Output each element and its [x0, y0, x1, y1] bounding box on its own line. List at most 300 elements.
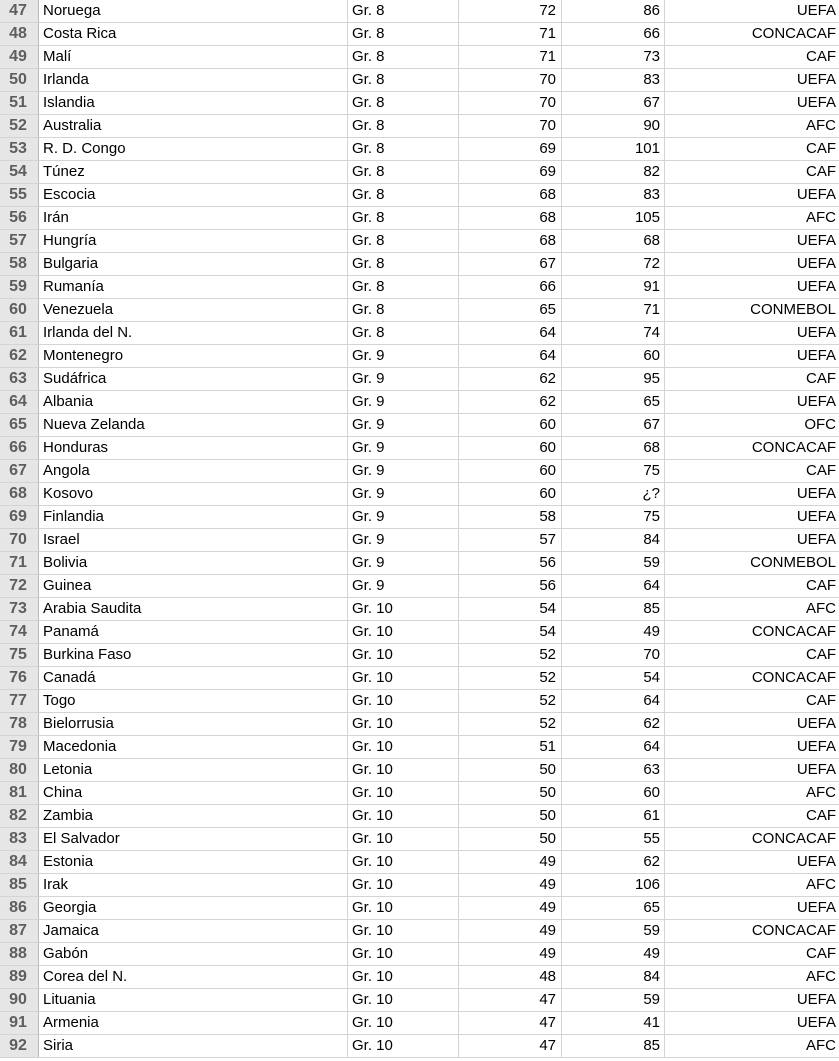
cell-group[interactable]: Gr. 8	[348, 46, 459, 68]
cell-value-1[interactable]: 47	[459, 1035, 562, 1057]
cell-country[interactable]: Jamaica	[39, 920, 348, 942]
cell-value-1[interactable]: 49	[459, 897, 562, 919]
cell-group[interactable]: Gr. 10	[348, 828, 459, 850]
row-header[interactable]: 92	[0, 1035, 39, 1057]
cell-country[interactable]: Gabón	[39, 943, 348, 965]
cell-confederation[interactable]: AFC	[806, 784, 836, 801]
cell-value-1[interactable]: 47	[459, 1012, 562, 1034]
row-header[interactable]: 76	[0, 667, 39, 689]
cell-value-2[interactable]: 67	[562, 92, 665, 114]
cell-country[interactable]: Australia	[39, 115, 348, 137]
cell-value-1[interactable]: 69	[459, 138, 562, 160]
cell-country[interactable]: El Salvador	[39, 828, 348, 850]
row-header[interactable]: 86	[0, 897, 39, 919]
cell-country[interactable]: Albania	[39, 391, 348, 413]
cell-country[interactable]: Costa Rica	[39, 23, 348, 45]
cell-group[interactable]: Gr. 9	[348, 368, 459, 390]
cell-value-1[interactable]: 54	[459, 598, 562, 620]
cell-group[interactable]: Gr. 10	[348, 805, 459, 827]
row-header[interactable]: 89	[0, 966, 39, 988]
cell-country[interactable]: Malí	[39, 46, 348, 68]
cell-value-2[interactable]: 59	[562, 989, 665, 1011]
row-header[interactable]: 73	[0, 598, 39, 620]
cell-group[interactable]: Gr. 10	[348, 759, 459, 781]
row-header[interactable]: 78	[0, 713, 39, 735]
cell-value-1[interactable]: 70	[459, 115, 562, 137]
cell-value-2[interactable]: 62	[562, 851, 665, 873]
cell-value-2[interactable]: 62	[562, 713, 665, 735]
row-header[interactable]: 90	[0, 989, 39, 1011]
cell-value-1[interactable]: 47	[459, 989, 562, 1011]
cell-value-2[interactable]: 54	[562, 667, 665, 689]
cell-country[interactable]: Canadá	[39, 667, 348, 689]
row-header[interactable]: 88	[0, 943, 39, 965]
cell-value-2[interactable]: 90	[562, 115, 665, 137]
table-row	[0, 667, 839, 690]
cell-country[interactable]: Arabia Saudita	[39, 598, 348, 620]
cell-value-2[interactable]: 73	[562, 46, 665, 68]
cell-value-1[interactable]: 69	[459, 161, 562, 183]
cell-value-2[interactable]: 66	[562, 23, 665, 45]
cell-confederation[interactable]: CAF	[806, 163, 836, 180]
table-row	[0, 483, 839, 506]
cell-confederation[interactable]: AFC	[806, 117, 836, 134]
cell-value-1[interactable]: 64	[459, 345, 562, 367]
cell-confederation[interactable]: AFC	[806, 876, 836, 893]
row-header[interactable]: 84	[0, 851, 39, 873]
cell-value-2[interactable]: 106	[562, 874, 665, 896]
row-header[interactable]: 71	[0, 552, 39, 574]
cell-group[interactable]: Gr. 9	[348, 483, 459, 505]
cell-group[interactable]: Gr. 10	[348, 943, 459, 965]
cell-confederation[interactable]: AFC	[806, 1037, 836, 1054]
cell-value-1[interactable]: 50	[459, 805, 562, 827]
cell-confederation[interactable]: CONMEBOL	[750, 554, 836, 571]
cell-value-2[interactable]: 55	[562, 828, 665, 850]
cell-value-2[interactable]: 84	[562, 966, 665, 988]
cell-value-1[interactable]: 49	[459, 943, 562, 965]
cell-confederation[interactable]: UEFA	[796, 899, 836, 916]
cell-confederation[interactable]: UEFA	[796, 255, 836, 272]
table-row	[0, 391, 839, 414]
table-row	[0, 644, 839, 667]
cell-value-1[interactable]: 71	[459, 23, 562, 45]
cell-group[interactable]: Gr. 8	[348, 23, 459, 45]
cell-confederation[interactable]: AFC	[806, 600, 836, 617]
cell-group[interactable]: Gr. 10	[348, 598, 459, 620]
cell-country[interactable]: Montenegro	[39, 345, 348, 367]
cell-confederation[interactable]: UEFA	[796, 393, 836, 410]
cell-value-2[interactable]: 59	[562, 920, 665, 942]
cell-value-1[interactable]: 50	[459, 759, 562, 781]
cell-country[interactable]: R. D. Congo	[39, 138, 348, 160]
cell-value-2[interactable]: 63	[562, 759, 665, 781]
cell-group[interactable]: Gr. 8	[348, 138, 459, 160]
row-header[interactable]: 47	[0, 0, 39, 22]
row-header[interactable]: 54	[0, 161, 39, 183]
cell-group[interactable]: Gr. 8	[348, 69, 459, 91]
cell-confederation[interactable]: CONCACAF	[751, 623, 836, 640]
cell-group[interactable]: Gr. 8	[348, 207, 459, 229]
cell-value-2[interactable]: 84	[562, 529, 665, 551]
cell-value-1[interactable]: 67	[459, 253, 562, 275]
cell-group[interactable]: Gr. 9	[348, 391, 459, 413]
row-header[interactable]: 68	[0, 483, 39, 505]
cell-value-1[interactable]: 60	[459, 460, 562, 482]
row-header[interactable]: 66	[0, 437, 39, 459]
cell-value-1[interactable]: 50	[459, 828, 562, 850]
cell-group[interactable]: Gr. 10	[348, 736, 459, 758]
row-header[interactable]: 74	[0, 621, 39, 643]
row-header[interactable]: 75	[0, 644, 39, 666]
row-header[interactable]: 91	[0, 1012, 39, 1034]
cell-value-1[interactable]: 60	[459, 483, 562, 505]
cell-confederation[interactable]: CAF	[806, 140, 836, 157]
row-header[interactable]: 82	[0, 805, 39, 827]
cell-group[interactable]: Gr. 10	[348, 621, 459, 643]
cell-group[interactable]: Gr. 9	[348, 575, 459, 597]
cell-country[interactable]: Togo	[39, 690, 348, 712]
cell-confederation[interactable]: AFC	[806, 968, 836, 985]
row-header[interactable]: 48	[0, 23, 39, 45]
cell-value-2[interactable]: 95	[562, 368, 665, 390]
cell-value-1[interactable]: 49	[459, 874, 562, 896]
cell-country[interactable]: Letonia	[39, 759, 348, 781]
cell-value-1[interactable]: 62	[459, 368, 562, 390]
cell-value-2[interactable]: 74	[562, 322, 665, 344]
row-header[interactable]: 57	[0, 230, 39, 252]
table-row	[0, 230, 839, 253]
cell-confederation[interactable]: UEFA	[796, 508, 836, 525]
cell-country[interactable]: Georgia	[39, 897, 348, 919]
cell-country[interactable]: Bolivia	[39, 552, 348, 574]
cell-confederation[interactable]: UEFA	[796, 186, 836, 203]
cell-confederation[interactable]: CONCACAF	[751, 669, 836, 686]
table-row	[0, 598, 839, 621]
cell-value-2[interactable]: 61	[562, 805, 665, 827]
cell-value-1[interactable]: 65	[459, 299, 562, 321]
row-header[interactable]: 53	[0, 138, 39, 160]
row-header[interactable]: 52	[0, 115, 39, 137]
cell-confederation[interactable]: UEFA	[796, 2, 836, 19]
row-header[interactable]: 49	[0, 46, 39, 68]
row-header[interactable]: 60	[0, 299, 39, 321]
cell-confederation[interactable]: UEFA	[796, 324, 836, 341]
cell-country[interactable]: Angola	[39, 460, 348, 482]
cell-country[interactable]: Corea del N.	[39, 966, 348, 988]
table-row	[0, 276, 839, 299]
cell-confederation[interactable]: UEFA	[796, 715, 836, 732]
cell-confederation[interactable]: UEFA	[796, 278, 836, 295]
table-row	[0, 759, 839, 782]
cell-group[interactable]: Gr. 10	[348, 1035, 459, 1057]
cell-value-1[interactable]: 52	[459, 713, 562, 735]
cell-value-2[interactable]: 60	[562, 782, 665, 804]
cell-group[interactable]: Gr. 8	[348, 184, 459, 206]
cell-value-1[interactable]: 49	[459, 920, 562, 942]
cell-confederation[interactable]: CAF	[806, 945, 836, 962]
row-header[interactable]: 62	[0, 345, 39, 367]
row-header[interactable]: 56	[0, 207, 39, 229]
cell-country[interactable]: Hungría	[39, 230, 348, 252]
cell-value-1[interactable]: 52	[459, 690, 562, 712]
cell-value-2[interactable]: 70	[562, 644, 665, 666]
cell-confederation[interactable]: CONMEBOL	[750, 301, 836, 318]
cell-value-2[interactable]: 67	[562, 414, 665, 436]
cell-value-1[interactable]: 70	[459, 92, 562, 114]
cell-confederation[interactable]: UEFA	[796, 853, 836, 870]
cell-value-1[interactable]: 70	[459, 69, 562, 91]
cell-confederation[interactable]: UEFA	[796, 991, 836, 1008]
row-header[interactable]: 50	[0, 69, 39, 91]
cell-country[interactable]: Túnez	[39, 161, 348, 183]
cell-country[interactable]: Irán	[39, 207, 348, 229]
cell-group[interactable]: Gr. 9	[348, 552, 459, 574]
cell-confederation[interactable]: UEFA	[796, 761, 836, 778]
cell-value-1[interactable]: 60	[459, 414, 562, 436]
cell-country[interactable]: Escocia	[39, 184, 348, 206]
cell-value-2[interactable]: 91	[562, 276, 665, 298]
cell-group[interactable]: Gr. 9	[348, 506, 459, 528]
table-row	[0, 920, 839, 943]
row-header[interactable]: 69	[0, 506, 39, 528]
row-header[interactable]: 81	[0, 782, 39, 804]
cell-value-2[interactable]: ¿?	[562, 483, 665, 505]
row-header[interactable]: 77	[0, 690, 39, 712]
row-header[interactable]: 61	[0, 322, 39, 344]
cell-country[interactable]: Macedonia	[39, 736, 348, 758]
cell-value-2[interactable]: 68	[562, 230, 665, 252]
cell-value-1[interactable]: 62	[459, 391, 562, 413]
cell-group[interactable]: Gr. 10	[348, 644, 459, 666]
row-header[interactable]: 58	[0, 253, 39, 275]
cell-group[interactable]: Gr. 10	[348, 897, 459, 919]
cell-value-2[interactable]: 65	[562, 391, 665, 413]
table-row	[0, 1012, 839, 1035]
cell-group[interactable]: Gr. 8	[348, 0, 459, 22]
cell-confederation[interactable]: UEFA	[796, 347, 836, 364]
cell-group[interactable]: Gr. 8	[348, 276, 459, 298]
cell-value-1[interactable]: 56	[459, 575, 562, 597]
cell-value-2[interactable]: 71	[562, 299, 665, 321]
cell-confederation[interactable]: CAF	[806, 577, 836, 594]
row-header[interactable]: 87	[0, 920, 39, 942]
cell-value-1[interactable]: 58	[459, 506, 562, 528]
cell-country[interactable]: China	[39, 782, 348, 804]
cell-value-2[interactable]: 49	[562, 943, 665, 965]
cell-confederation[interactable]: CAF	[806, 807, 836, 824]
cell-value-1[interactable]: 71	[459, 46, 562, 68]
table-row	[0, 92, 839, 115]
cell-value-1[interactable]: 68	[459, 230, 562, 252]
cell-group[interactable]: Gr. 10	[348, 920, 459, 942]
table-row	[0, 414, 839, 437]
table-row	[0, 621, 839, 644]
cell-group[interactable]: Gr. 10	[348, 690, 459, 712]
row-header[interactable]: 64	[0, 391, 39, 413]
cell-value-2[interactable]: 85	[562, 598, 665, 620]
cell-country[interactable]: Islandia	[39, 92, 348, 114]
cell-country[interactable]: Israel	[39, 529, 348, 551]
cell-value-2[interactable]: 64	[562, 575, 665, 597]
cell-country[interactable]: Finlandia	[39, 506, 348, 528]
row-header[interactable]: 65	[0, 414, 39, 436]
cell-group[interactable]: Gr. 9	[348, 437, 459, 459]
cell-country[interactable]: Guinea	[39, 575, 348, 597]
cell-confederation[interactable]: UEFA	[796, 94, 836, 111]
table-row	[0, 989, 839, 1012]
cell-group[interactable]: Gr. 10	[348, 989, 459, 1011]
cell-confederation[interactable]: CONCACAF	[751, 922, 836, 939]
cell-value-1[interactable]: 68	[459, 184, 562, 206]
cell-confederation[interactable]: CAF	[806, 692, 836, 709]
cell-country[interactable]: Irlanda del N.	[39, 322, 348, 344]
cell-group[interactable]: Gr. 8	[348, 253, 459, 275]
table-row	[0, 115, 839, 138]
cell-group[interactable]: Gr. 8	[348, 161, 459, 183]
cell-value-2[interactable]: 75	[562, 506, 665, 528]
cell-group[interactable]: Gr. 8	[348, 92, 459, 114]
cell-value-2[interactable]: 72	[562, 253, 665, 275]
cell-value-2[interactable]: 85	[562, 1035, 665, 1057]
cell-confederation[interactable]: CAF	[806, 646, 836, 663]
cell-group[interactable]: Gr. 9	[348, 414, 459, 436]
cell-country[interactable]: Burkina Faso	[39, 644, 348, 666]
row-header[interactable]: 72	[0, 575, 39, 597]
cell-group[interactable]: Gr. 8	[348, 115, 459, 137]
cell-value-2[interactable]: 83	[562, 184, 665, 206]
cell-country[interactable]: Bulgaria	[39, 253, 348, 275]
table-row	[0, 736, 839, 759]
table-row	[0, 506, 839, 529]
cell-confederation[interactable]: CAF	[806, 462, 836, 479]
cell-value-1[interactable]: 57	[459, 529, 562, 551]
row-header[interactable]: 79	[0, 736, 39, 758]
cell-value-2[interactable]: 101	[562, 138, 665, 160]
cell-confederation[interactable]: CONCACAF	[751, 439, 836, 456]
cell-confederation[interactable]: UEFA	[796, 71, 836, 88]
cell-value-2[interactable]: 86	[562, 0, 665, 22]
cell-confederation[interactable]: CAF	[806, 370, 836, 387]
cell-value-2[interactable]: 64	[562, 690, 665, 712]
row-header[interactable]: 63	[0, 368, 39, 390]
cell-group[interactable]: Gr. 9	[348, 529, 459, 551]
table-row	[0, 575, 839, 598]
cell-value-2[interactable]: 65	[562, 897, 665, 919]
cell-group[interactable]: Gr. 9	[348, 460, 459, 482]
cell-value-2[interactable]: 49	[562, 621, 665, 643]
cell-value-1[interactable]: 66	[459, 276, 562, 298]
table-row	[0, 874, 839, 897]
cell-confederation[interactable]: CAF	[806, 48, 836, 65]
cell-value-2[interactable]: 75	[562, 460, 665, 482]
cell-value-2[interactable]: 41	[562, 1012, 665, 1034]
cell-value-2[interactable]: 105	[562, 207, 665, 229]
cell-country[interactable]: Irlanda	[39, 69, 348, 91]
row-header[interactable]: 80	[0, 759, 39, 781]
cell-value-2[interactable]: 68	[562, 437, 665, 459]
table-row	[0, 460, 839, 483]
cell-country[interactable]: Panamá	[39, 621, 348, 643]
cell-confederation[interactable]: CONCACAF	[751, 25, 836, 42]
cell-group[interactable]: Gr. 8	[348, 299, 459, 321]
row-header[interactable]: 85	[0, 874, 39, 896]
row-header[interactable]: 51	[0, 92, 39, 114]
cell-group[interactable]: Gr. 10	[348, 713, 459, 735]
row-header[interactable]: 67	[0, 460, 39, 482]
cell-confederation[interactable]: CONCACAF	[751, 830, 836, 847]
cell-confederation[interactable]: UEFA	[796, 485, 836, 502]
cell-confederation[interactable]: AFC	[806, 209, 836, 226]
cell-value-1[interactable]: 72	[459, 0, 562, 22]
cell-value-2[interactable]: 59	[562, 552, 665, 574]
cell-country[interactable]: Honduras	[39, 437, 348, 459]
cell-value-1[interactable]: 52	[459, 667, 562, 689]
cell-country[interactable]: Zambia	[39, 805, 348, 827]
row-header[interactable]: 59	[0, 276, 39, 298]
row-header[interactable]: 70	[0, 529, 39, 551]
cell-value-2[interactable]: 82	[562, 161, 665, 183]
cell-country[interactable]: Estonia	[39, 851, 348, 873]
cell-group[interactable]: Gr. 10	[348, 782, 459, 804]
cell-value-2[interactable]: 83	[562, 69, 665, 91]
cell-value-2[interactable]: 64	[562, 736, 665, 758]
cell-country[interactable]: Venezuela	[39, 299, 348, 321]
cell-country[interactable]: Noruega	[39, 0, 348, 22]
cell-value-1[interactable]: 54	[459, 621, 562, 643]
cell-group[interactable]: Gr. 10	[348, 851, 459, 873]
cell-group[interactable]: Gr. 9	[348, 345, 459, 367]
cell-value-1[interactable]: 68	[459, 207, 562, 229]
cell-confederation[interactable]: UEFA	[796, 531, 836, 548]
table-row	[0, 713, 839, 736]
table-row	[0, 207, 839, 230]
cell-group[interactable]: Gr. 8	[348, 230, 459, 252]
cell-value-1[interactable]: 52	[459, 644, 562, 666]
cell-value-1[interactable]: 56	[459, 552, 562, 574]
cell-group[interactable]: Gr. 10	[348, 1012, 459, 1034]
cell-value-1[interactable]: 51	[459, 736, 562, 758]
cell-country[interactable]: Kosovo	[39, 483, 348, 505]
cell-value-1[interactable]: 64	[459, 322, 562, 344]
cell-country[interactable]: Lituania	[39, 989, 348, 1011]
cell-country[interactable]: Irak	[39, 874, 348, 896]
cell-value-1[interactable]: 60	[459, 437, 562, 459]
cell-confederation[interactable]: UEFA	[796, 232, 836, 249]
cell-country[interactable]: Sudáfrica	[39, 368, 348, 390]
cell-value-2[interactable]: 60	[562, 345, 665, 367]
cell-confederation[interactable]: UEFA	[796, 738, 836, 755]
cell-country[interactable]: Rumanía	[39, 276, 348, 298]
cell-group[interactable]: Gr. 10	[348, 667, 459, 689]
table-row	[0, 966, 839, 989]
cell-confederation[interactable]: UEFA	[796, 1014, 836, 1031]
cell-country[interactable]: Armenia	[39, 1012, 348, 1034]
cell-confederation[interactable]: OFC	[804, 416, 836, 433]
cell-group[interactable]: Gr. 8	[348, 322, 459, 344]
cell-value-1[interactable]: 49	[459, 851, 562, 873]
cell-country[interactable]: Siria	[39, 1035, 348, 1057]
cell-group[interactable]: Gr. 10	[348, 966, 459, 988]
cell-group[interactable]: Gr. 10	[348, 874, 459, 896]
cell-country[interactable]: Bielorrusia	[39, 713, 348, 735]
cell-value-1[interactable]: 50	[459, 782, 562, 804]
cell-country[interactable]: Nueva Zelanda	[39, 414, 348, 436]
row-header[interactable]: 55	[0, 184, 39, 206]
cell-value-1[interactable]: 48	[459, 966, 562, 988]
table-row	[0, 851, 839, 874]
row-header[interactable]: 83	[0, 828, 39, 850]
